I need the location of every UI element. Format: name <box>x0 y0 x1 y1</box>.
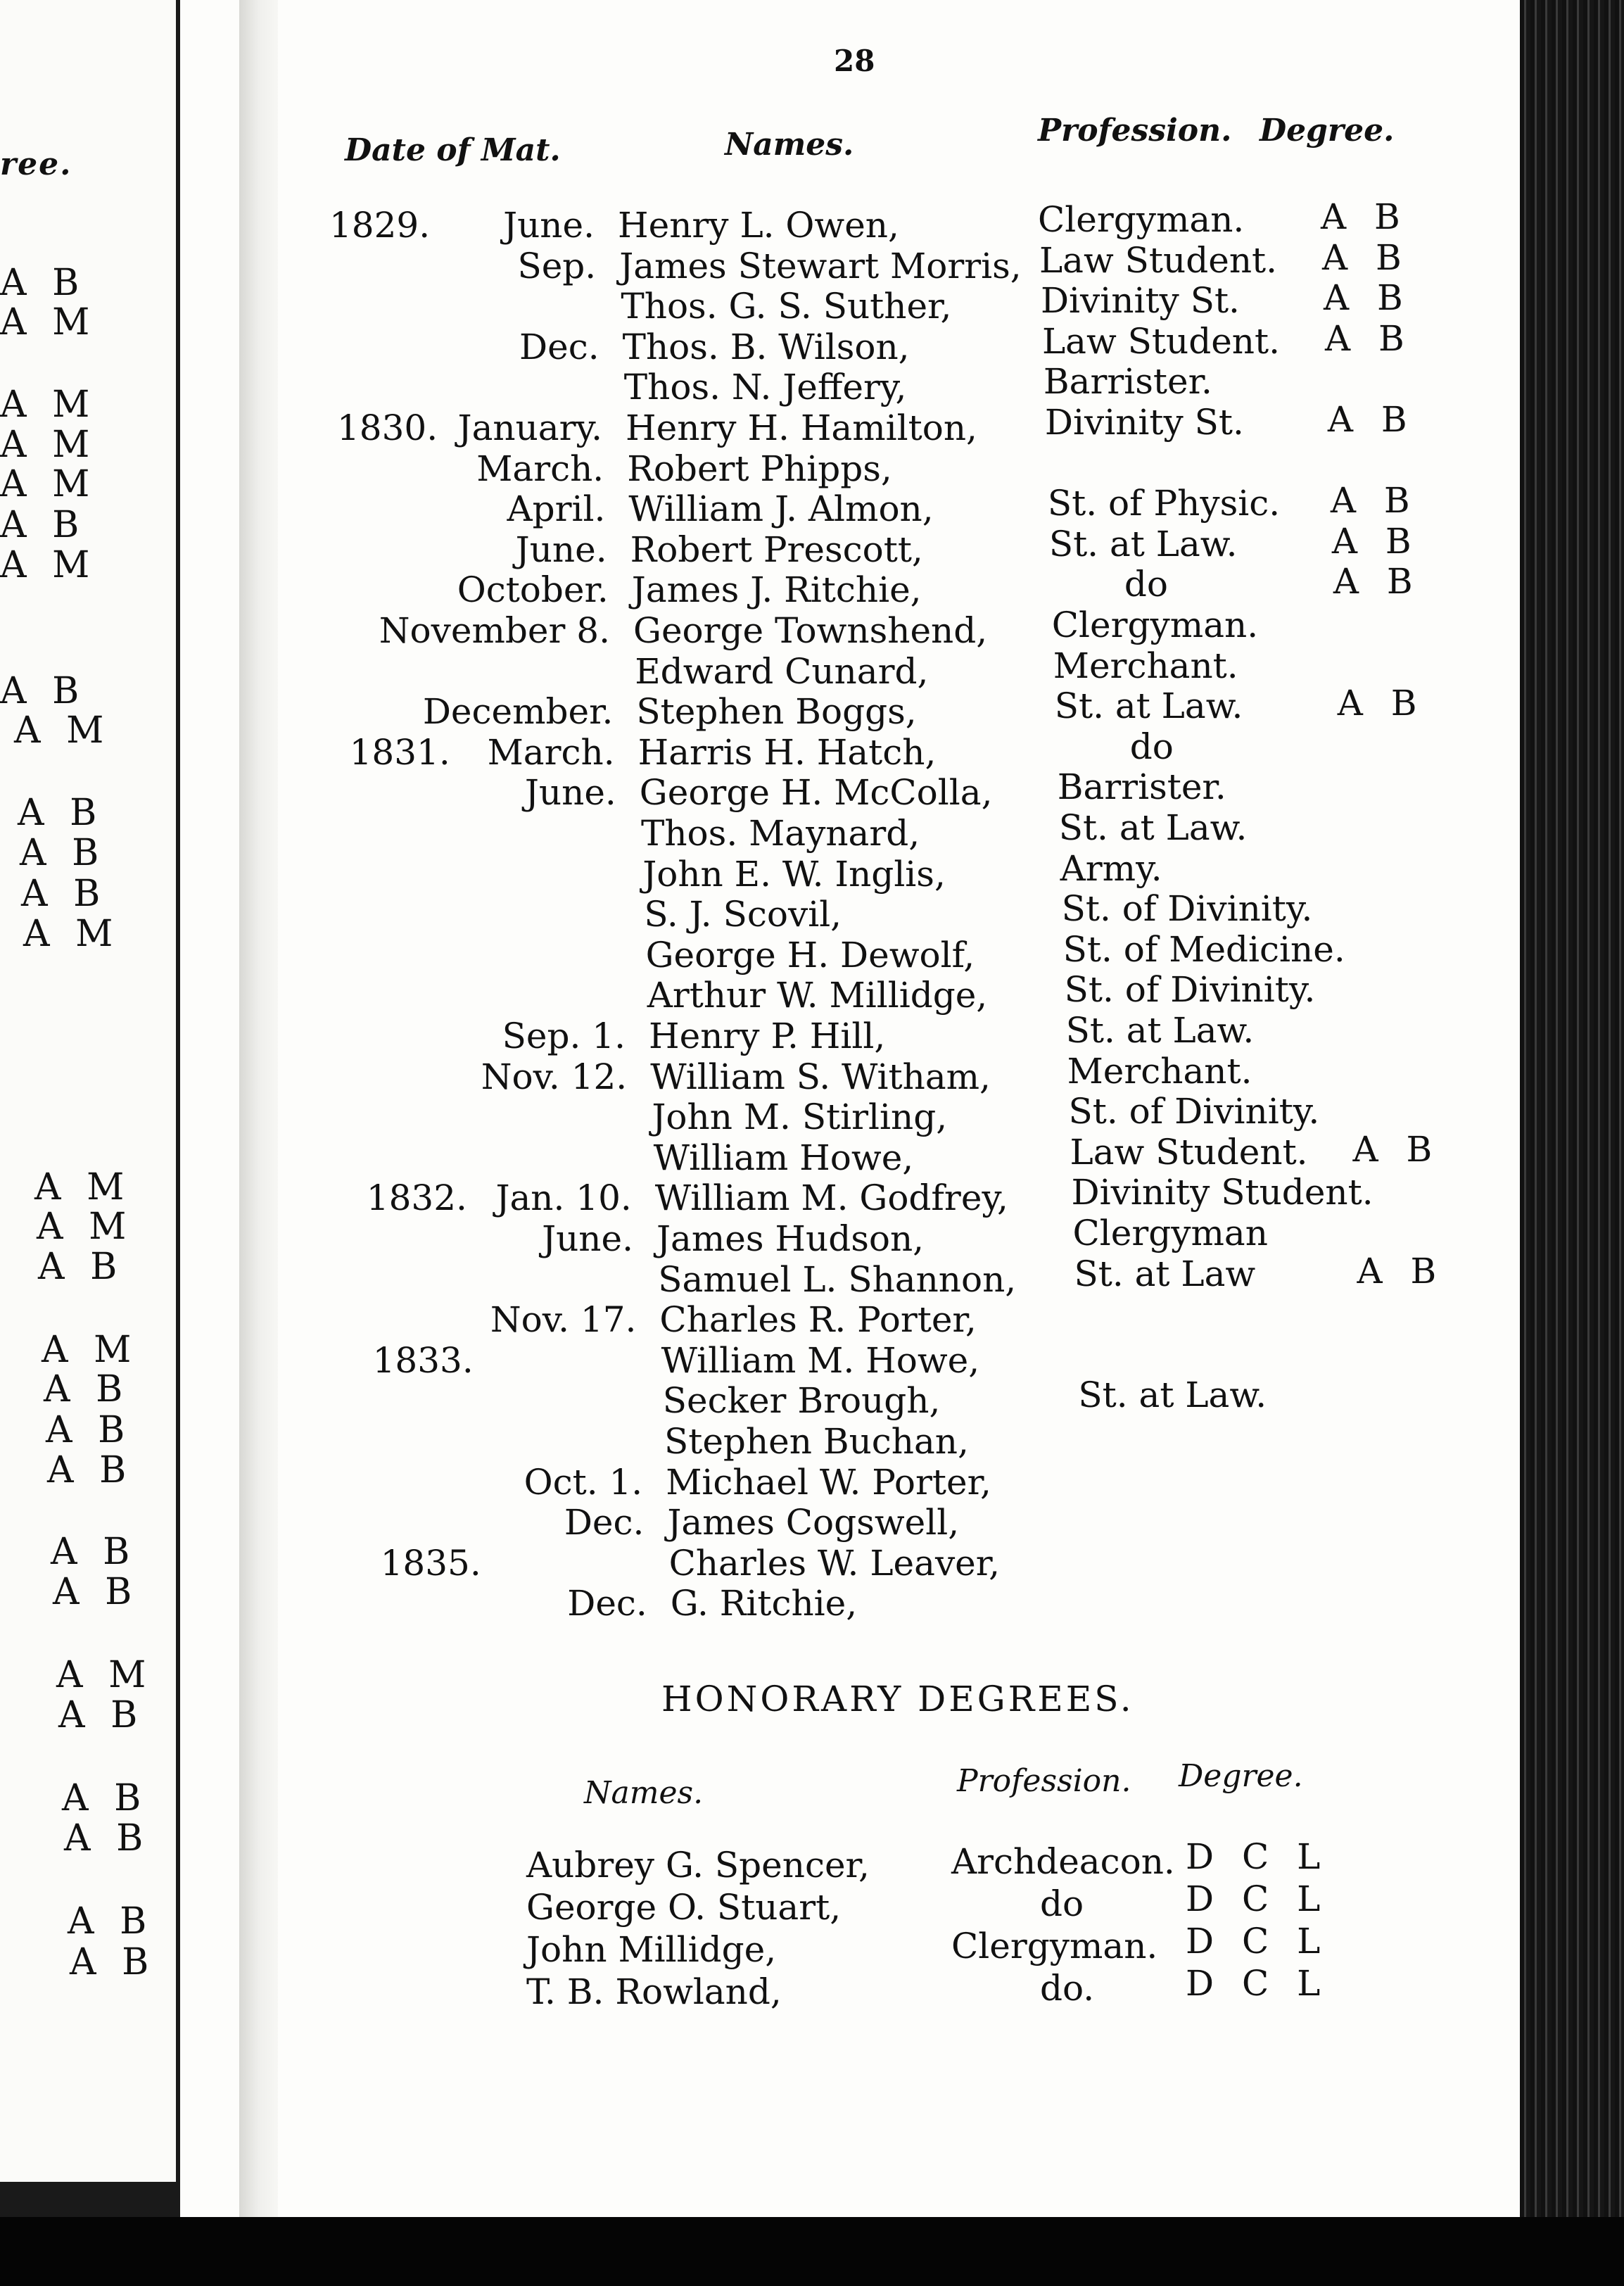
row-date: Nov. 17. <box>490 1299 637 1341</box>
left-page-degree: A B <box>47 1449 134 1491</box>
left-page-degree: A B <box>21 873 108 915</box>
row-name: Henry P. Hill, <box>649 1016 886 1056</box>
row-degree: A B <box>1333 561 1421 602</box>
row-profession: Army. <box>1060 847 1162 889</box>
row-name: John M. Stirling, <box>652 1097 948 1138</box>
row-profession: St. of Divinity. <box>1064 969 1316 1011</box>
left-page-header-fragment: ree. <box>0 146 72 182</box>
left-page-degree: A M <box>56 1654 153 1696</box>
row-name: George H. McColla, <box>639 772 993 814</box>
row-name: Robert Prescott, <box>630 529 923 570</box>
honorary-degrees-title: HONORARY DEGREES. <box>661 1679 1134 1719</box>
row-name: G. Ritchie, <box>670 1583 858 1624</box>
page-number: 28 <box>834 44 875 78</box>
row-name: Charles R. Porter, <box>659 1299 977 1341</box>
left-page-degree: A M <box>42 1329 139 1371</box>
row-name: John E. W. Inglis, <box>642 853 946 895</box>
row-name: Arthur W. Millidge, <box>647 975 988 1016</box>
honorary-name: T. B. Rowland, <box>526 1971 782 2012</box>
row-name: S. J. Scovil, <box>644 894 842 935</box>
honorary-name: George O. Stuart, <box>526 1887 842 1928</box>
row-date: Dec. <box>567 1583 647 1624</box>
row-name: George Townshend, <box>633 610 988 651</box>
left-page-degree: A B <box>44 1368 130 1410</box>
left-page-degree: A B <box>68 1900 154 1943</box>
row-name: Thos. G. S. Suther, <box>621 286 952 327</box>
row-profession: St. at Law. <box>1065 1010 1255 1051</box>
row-year: 1832. <box>366 1177 467 1219</box>
left-page-degree: A B <box>51 1531 137 1573</box>
row-name: Robert Phipps, <box>627 448 892 489</box>
honorary-header-profession: Profession. <box>957 1763 1131 1799</box>
row-year: 1833. <box>372 1339 474 1381</box>
row-name: Henry L. Owen, <box>618 205 899 246</box>
row-name: Stephen Buchan, <box>664 1421 969 1462</box>
row-profession: Clergyman. <box>1051 605 1259 645</box>
row-year: 1830. <box>337 408 438 448</box>
row-name: Michael W. Porter, <box>666 1461 991 1503</box>
honorary-degree: D C L <box>1186 1921 1329 1962</box>
row-degree: A B <box>1337 683 1426 724</box>
row-name: George H. Dewolf, <box>645 934 975 975</box>
row-profession: St. at Law. <box>1048 523 1238 564</box>
row-date: October. <box>457 569 609 611</box>
row-profession: St. of Medicine. <box>1062 928 1345 970</box>
left-page-degree: A M <box>0 301 97 343</box>
row-date: Sep. 1. <box>502 1016 626 1056</box>
row-name: William J. Almon, <box>628 488 934 530</box>
left-page-degree: A M <box>0 424 97 466</box>
row-date: April. <box>507 488 606 530</box>
row-degree: A B <box>1331 520 1420 562</box>
left-page-degree: A B <box>70 1941 156 1983</box>
row-name: James Hudson, <box>656 1218 925 1259</box>
honorary-profession: do <box>1040 1883 1084 1924</box>
row-date: January. <box>457 408 602 448</box>
honorary-degree: D C L <box>1186 1963 1329 2004</box>
row-degree: A B <box>1327 399 1416 440</box>
row-name: James Cogswell, <box>667 1502 960 1543</box>
row-date: June. <box>524 772 616 814</box>
row-profession: Divinity St. <box>1044 402 1244 443</box>
row-profession: Law Student. <box>1041 320 1280 362</box>
row-name: William M. Howe, <box>661 1339 980 1381</box>
row-profession: Divinity Student. <box>1071 1172 1374 1213</box>
left-page-degree: A B <box>0 262 87 304</box>
left-page-degree: A M <box>23 913 120 955</box>
left-page-degree: A B <box>53 1571 139 1613</box>
row-profession: St. at Law <box>1074 1253 1256 1294</box>
row-profession: Law Student. <box>1070 1131 1308 1173</box>
row-date: March. <box>476 448 604 489</box>
row-profession: Barrister. <box>1043 361 1212 403</box>
row-name: Edward Cunard, <box>635 650 929 692</box>
row-degree: A B <box>1321 196 1409 237</box>
honorary-profession: Archdeacon. <box>951 1841 1175 1882</box>
book-page-edges <box>1520 0 1624 2286</box>
row-name: Stephen Boggs, <box>636 691 917 733</box>
row-name: Thos. Maynard, <box>641 813 920 854</box>
honorary-header-names: Names. <box>584 1775 704 1811</box>
honorary-profession: Clergyman. <box>951 1926 1158 1966</box>
row-name: James J. Ritchie, <box>631 569 922 611</box>
row-year: 1835. <box>380 1542 481 1584</box>
row-profession: Divinity St. <box>1040 280 1240 322</box>
row-year: 1829. <box>329 205 431 246</box>
left-page-degree: A M <box>14 709 111 752</box>
row-name: Charles W. Leaver, <box>668 1542 1001 1584</box>
row-date: December. <box>422 691 614 733</box>
row-date: Oct. 1. <box>524 1461 643 1503</box>
row-date: Dec. <box>564 1502 645 1543</box>
row-name: William S. Witham, <box>650 1056 991 1097</box>
row-profession: do <box>1124 564 1168 605</box>
row-profession: Law Student. <box>1039 239 1278 281</box>
row-year: 1831. <box>349 731 450 773</box>
row-name: Thos. N. Jeffery, <box>623 367 907 408</box>
header-date-of-mat: Date of Mat. <box>345 132 561 168</box>
row-name: Thos. B. Wilson, <box>622 326 910 367</box>
scan-background <box>0 2217 1624 2286</box>
row-date: March. <box>487 731 615 773</box>
row-profession: St. at Law. <box>1058 807 1248 848</box>
left-page-degree: A B <box>62 1777 148 1819</box>
row-degree: A B <box>1357 1250 1445 1292</box>
row-profession: St. at Law. <box>1078 1375 1267 1416</box>
honorary-name: Aubrey G. Spencer, <box>526 1845 870 1886</box>
header-profession: Profession. <box>1038 113 1232 149</box>
row-profession: St. of Physic. <box>1047 483 1281 524</box>
left-page-degree: A M <box>37 1206 134 1248</box>
left-page-degree: A B <box>20 832 106 874</box>
left-page-degree: A B <box>46 1409 132 1451</box>
row-degree: A B <box>1324 317 1413 359</box>
row-date: November 8. <box>379 610 610 651</box>
row-profession: Clergyman. <box>1038 199 1245 240</box>
honorary-degree: D C L <box>1186 1878 1329 1919</box>
left-page-degree: A B <box>0 670 87 712</box>
row-degree: A B <box>1323 277 1412 319</box>
honorary-degree: D C L <box>1186 1836 1329 1877</box>
row-profession: St. of Divinity. <box>1068 1091 1320 1132</box>
row-date: Jan. 10. <box>495 1177 632 1219</box>
row-name: Secker Brough, <box>662 1380 941 1422</box>
row-profession: Merchant. <box>1053 645 1238 686</box>
book-gutter <box>239 0 278 2217</box>
row-date: June. <box>515 529 607 570</box>
left-page-degree: A M <box>0 463 97 505</box>
left-page-degree: A M <box>0 544 97 586</box>
left-page-degree: A M <box>34 1166 132 1208</box>
row-date: June. <box>503 205 595 246</box>
row-date: Nov. 12. <box>481 1056 628 1097</box>
left-page-degree: A B <box>58 1694 145 1736</box>
row-profession: do <box>1129 726 1174 767</box>
left-page-degree: A M <box>0 384 97 426</box>
honorary-header-degree: Degree. <box>1179 1758 1303 1794</box>
row-name: William M. Godfrey, <box>654 1177 1008 1219</box>
row-degree: A B <box>1330 480 1419 522</box>
row-profession: St. at Law. <box>1054 686 1243 727</box>
left-page-degree: A B <box>38 1246 125 1288</box>
row-name: James Stewart Morris, <box>619 245 1022 286</box>
left-page-degree: A B <box>0 504 87 546</box>
row-profession: St. of Divinity. <box>1061 888 1313 930</box>
row-name: Harris H. Hatch, <box>637 731 937 773</box>
row-profession: Merchant. <box>1067 1050 1252 1092</box>
row-profession: Clergyman <box>1072 1213 1268 1253</box>
row-name: Samuel L. Shannon, <box>658 1258 1017 1300</box>
honorary-name: John Millidge, <box>526 1929 777 1970</box>
row-name: William Howe, <box>653 1137 914 1178</box>
row-name: Henry H. Hamilton, <box>626 408 977 448</box>
row-profession: Barrister. <box>1057 766 1226 808</box>
header-names: Names. <box>725 127 854 163</box>
left-page-degree: A B <box>64 1817 151 1859</box>
row-date: Dec. <box>519 326 600 367</box>
row-date: Sep. <box>517 245 597 286</box>
header-degree: Degree. <box>1260 113 1395 149</box>
row-degree: A B <box>1321 236 1410 278</box>
left-page-degree: A B <box>18 792 104 834</box>
row-degree: A B <box>1352 1128 1441 1170</box>
honorary-profession: do. <box>1040 1968 1095 2009</box>
row-date: June. <box>542 1218 633 1259</box>
